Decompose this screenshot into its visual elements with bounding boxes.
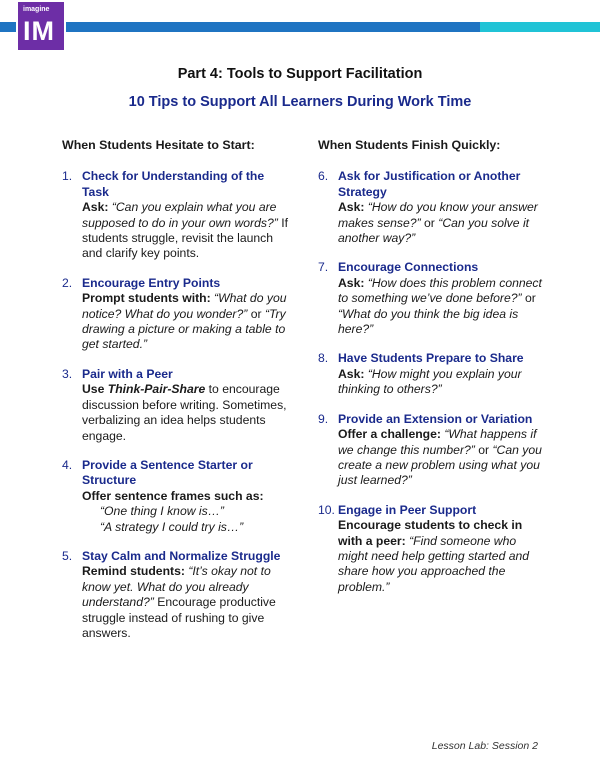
- logo-small-text: imagine: [23, 6, 50, 13]
- tip-number: 4.: [62, 457, 73, 472]
- tip-number: 6.: [318, 169, 329, 184]
- tip-body: Offer sentence frames such as:: [82, 488, 264, 503]
- tip-2: [62, 276, 288, 353]
- tip-number: 7.: [318, 260, 329, 275]
- tip-title: Stay Calm and Normalize Struggle: [82, 548, 281, 563]
- tip-title: Have Students Prepare to Share: [338, 351, 524, 366]
- tip-title: Provide an Extension or Variation: [338, 411, 533, 426]
- tip-body: Use Think-Pair-Share to encourage discussion before writing. Sometimes, verbalizing an idea helps students engage.: [82, 382, 287, 443]
- tip-10: [318, 503, 548, 595]
- sentence-frame: “A strategy I could try is…”: [100, 519, 244, 534]
- right-column: [318, 138, 548, 609]
- tip-body: Ask: “How might you explain your thinking to others?”: [338, 366, 522, 397]
- tip-number: 3.: [62, 366, 73, 381]
- tip-9: [318, 412, 548, 489]
- tip-3: [62, 367, 288, 444]
- tip-body: Offer a challenge: “What happens if we change this number?” or “Can you create a new problem using what you just learned?”: [338, 427, 542, 488]
- tip-title: Engage in Peer Support: [338, 502, 477, 517]
- tip-number: 5.: [62, 548, 73, 563]
- tip-number: 8.: [318, 351, 329, 366]
- tip-title: Ask for Justification or Another Strategy: [338, 169, 521, 199]
- header-bar: [0, 22, 600, 32]
- tip-5: [62, 549, 288, 641]
- column-heading-finish: When Students Finish Quickly:: [318, 138, 501, 152]
- header-bar-accent: [480, 22, 600, 32]
- tip-body: Ask: “How does this problem connect to something we’ve done before?” or “What do you think the big idea is here?”: [338, 275, 542, 337]
- tip-title: Encourage Connections: [338, 260, 479, 275]
- column-heading-hesitate: When Students Hesitate to Start:: [62, 138, 255, 152]
- tip-body: Remind students: “It’s okay not to know yet. What do you already understand?” Encourage productive struggle instead of rushing to give answers.: [82, 564, 276, 640]
- imagine-im-logo: [16, 0, 66, 52]
- left-column: [62, 138, 288, 655]
- sentence-frame: “One thing I know is…”: [100, 504, 224, 519]
- tip-title: Pair with a Peer: [82, 366, 173, 381]
- tip-number: 10.: [318, 502, 335, 517]
- page-subtitle: 10 Tips to Support All Learners During Work Time: [128, 94, 472, 110]
- page-footer: Lesson Lab: Session 2: [431, 740, 538, 752]
- tip-title: Check for Understanding of the Task: [82, 169, 265, 199]
- tip-number: 9.: [318, 411, 329, 426]
- tip-6: [318, 169, 548, 246]
- tip-title: Provide a Sentence Starter or Structure: [82, 457, 253, 488]
- page-title: Part 4: Tools to Support Facilitation: [177, 66, 423, 82]
- logo-big-text: IM: [23, 16, 55, 46]
- tip-8: [318, 351, 548, 397]
- tip-body: Prompt students with: “What do you notice? What do you wonder?” or “Try drawing a picture or making a table to get started.”: [82, 291, 287, 352]
- tip-number: 2.: [62, 275, 73, 290]
- tip-4: [62, 458, 288, 535]
- tip-body: Encourage students to check in with a peer: “Find someone who might need help getting started and share how you approached the problem.”: [338, 518, 530, 594]
- tip-1: [62, 169, 288, 261]
- tip-number: 1.: [62, 169, 73, 184]
- tip-body: Ask: “How do you know your answer makes sense?” or “Can you solve it another way?”: [338, 200, 538, 246]
- tip-title: Encourage Entry Points: [82, 275, 221, 290]
- tip-body: Ask: “Can you explain what you are supposed to do in your own words?” If students struggle, revisit the launch and clarify key points.: [82, 200, 288, 261]
- tip-7: [318, 260, 548, 337]
